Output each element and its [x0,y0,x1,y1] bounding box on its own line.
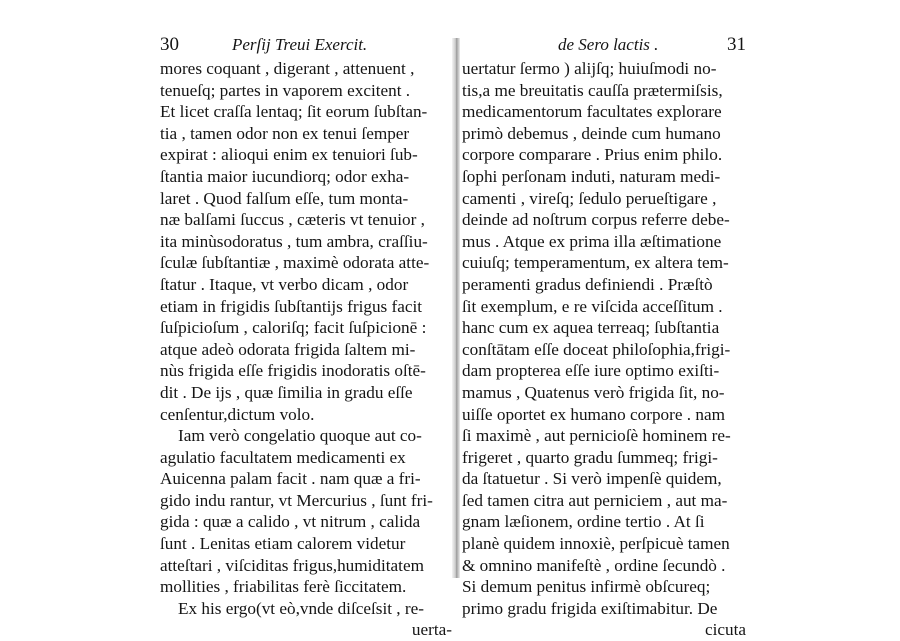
text-line: medicamentorum facultates explorare [462,102,722,122]
page-number-right: 31 [727,34,746,55]
left-page-text [160,58,452,619]
text-line: etiam in frigidis ſubſtantijs frigus facit [160,296,423,316]
text-line: frigeret , quarto gradu ſummeq; frigi- [462,447,718,467]
text-line: agulatio facultatem medicamenti ex [160,447,406,467]
text-line: Et licet craſſa lentaq; ſit eorum ſubſtan- [160,102,428,122]
text-line: conſtātam eſſe doceat philoſophia,frigi- [462,339,731,359]
text-line: gido indu rantur, vt Mercurius , ſunt fri- [160,490,433,510]
text-line: ſtantia maior iucundiorq; odor exha- [160,166,410,186]
text-line: atque adeò odorata frigida ſaltem mi- [160,339,416,359]
text-line: peramenti gradus definiendi . Præſtò [462,274,713,294]
text-line: Iam verò congelatio quoque aut co- [178,426,422,446]
text-line: ſculæ ſubſtantiæ , maximè odorata atte- [160,253,430,273]
text-line: expirat : alioqui enim ex tenuiori ſub- [160,145,418,165]
left-page-header [160,32,452,58]
text-line: gnam læſionem, ordine tertio . At ſi [462,512,705,532]
text-line: ſtatur . Itaque, vt verbo dicam , odor [160,274,409,294]
page-number-left: 30 [160,34,179,55]
text-line: mamus , Quatenus verò frigida ſit, no- [462,382,725,402]
text-line: ſi maximè , aut pernicioſè hominem re- [462,426,731,446]
right-page-text [462,58,746,619]
text-line: primo gradu frigida exiſtimabitur. De [462,598,718,618]
left-page [160,32,452,640]
text-line: da ſtatuetur . Si verò impenſè quidem, [462,469,722,489]
running-title-left: Perſij Treui Exercit. [232,35,368,54]
text-line: dam propterea eſſe iure optimo exiſti- [462,361,720,381]
text-line: uertatur ſermo ) alijſq; huiuſmodi no- [462,59,717,78]
catchword-left: uerta- [411,620,452,640]
text-line: laret . Quod falſum eſſe, tum monta- [160,188,409,208]
text-line: tis,a me breuitatis cauſſa prætermiſsis, [462,80,723,100]
text-line: planè quidem innoxiè, perſpicuè tamen [462,534,730,554]
text-line: hanc cum ex aquea terreaq; ſubſtantia [462,318,720,338]
text-line: Si demum penitus infirmè obſcureq; [462,577,711,597]
text-line: mores coquant , digerant , attenuent , [160,59,415,78]
right-page-header [462,32,746,58]
text-line: nùs frigida eſſe frigidis inodoratis oſtē- [160,361,426,381]
text-line: & omnino manifeſtè , ordine ſecundò . [462,555,726,575]
text-line: næ balſami ſuccus , cæteris vt tenuior , [160,210,425,230]
text-line: tenueſq; partes in vaporem excitent . [160,80,411,100]
text-line: mollities , friabilitas ferè ſiccitatem. [160,577,407,597]
text-line: atteſtari , viſciditas frigus,humiditatem [160,555,424,575]
text-line: ſunt . Lenitas etiam calorem videtur [160,534,406,554]
text-line: dit . De ijs , quæ ſimilia in gradu eſſe [160,382,413,402]
text-line: gida : quæ a calido , vt nitrum , calida [160,512,421,532]
text-line: ſit exemplum, e re viſcida acceſſitum . [462,296,723,316]
text-line: mus . Atque ex prima illa æſtimatione [462,231,722,251]
catchword-right: cicuta [704,620,746,640]
text-line: ſuſpicioſum , caloriſq; facit ſuſpicionē : [160,318,427,338]
text-line: cenſentur,dictum volo. [160,404,315,424]
right-page [462,32,746,640]
text-line: ſophi perſonam induti, naturam medi- [462,166,721,186]
text-line: primò debemus , deinde cum humano [462,123,721,143]
text-line: tia , tamen odor non ex tenui ſemper [160,123,410,143]
text-line: uiſſe oportet ex humano corpore . nam [462,404,725,424]
text-line: deinde ad noſtrum corpus referre debe- [462,210,730,230]
text-line: Ex his ergo(vt eò,vnde diſceſsit , re- [178,598,424,618]
running-title-right: de Sero lactis . [558,35,659,54]
text-line: ſed tamen citra aut perniciem , aut ma- [462,490,728,510]
text-line: cuiuſq; temperamentum, ex altera tem- [462,253,729,273]
text-line: camenti , vireſq; ſedulo perueſtigare , [462,188,717,208]
text-line: ita minùsodoratus , tum ambra, craſſiu- [160,231,428,251]
text-line: Auicenna palam facit . nam quæ a fri- [160,469,421,489]
text-line: corpore comparare . Prius enim philo. [462,145,723,165]
book-gutter [452,38,460,578]
